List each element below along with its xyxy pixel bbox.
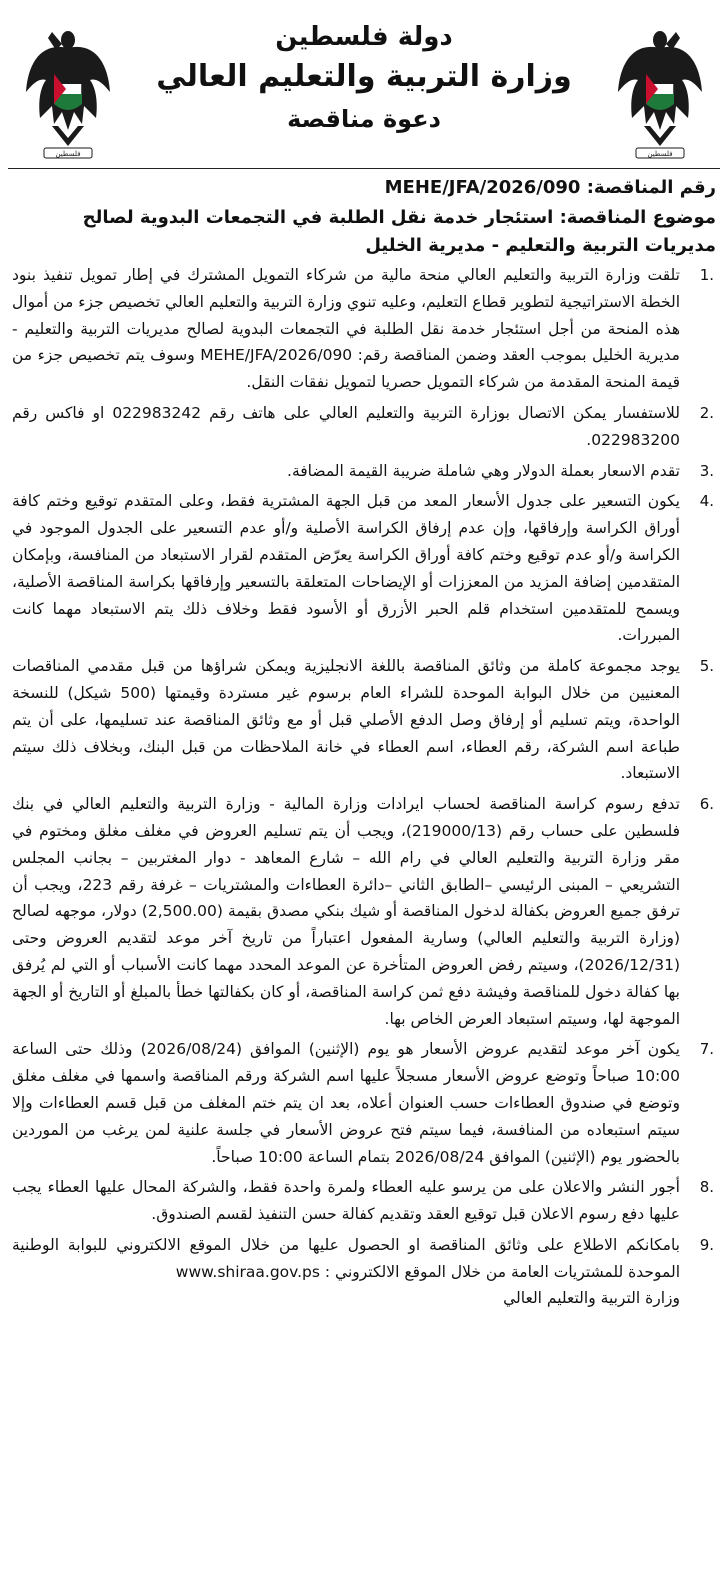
tender-subject: موضوع المناقصة: استئجار خدمة نقل الطلبة في التجمعات البدوية لصالح مديريات التربية والتعليم - مديرية الخليل <box>82 207 716 256</box>
emblem-caption: فلسطين <box>55 150 81 158</box>
notice-title: دعوة مناقصة <box>287 105 441 134</box>
list-item <box>12 458 714 485</box>
palestine-eagle-emblem-icon <box>22 22 114 162</box>
item-number: 5. <box>699 657 714 676</box>
item-number: 9. <box>699 1235 714 1254</box>
item-text: تدفع رسوم كراسة المناقصة لحساب ايرادات وزارة المالية - وزارة التربية والتعليم العالي في بنك فلسطين على حساب رقم (219000/13)، ويجب أن يتم تسليم العروض في مغلف مغلق ومختوم في مقر وزارة التربية والتعليم العالي في رام الله – شارع المعاهد - دوار المغتربين – بجانب المجلس التشريعي – المبنى الرئيسي –الطابق الثاني –دائرة العطاءات والمشتريات – غرفة رقم 223، ويجب أن ترفق جميع العروض بكفالة لدخول المناقصة أو شيك بنكي مصدق بقيمة (2,500.00) دولار، موجهه لصالح (وزارة التربية والتعليم العالي) وسارية المفعول اعتباراً من تاريخ آخر موعد لتقديم العروض وحتى (2026/12/31)، وسيتم رفض العروض المتأخرة عن الموعد المحدد مهما كانت الأسباب أو التي لم يُرفق بها كفالة دخول للمناقصة وفيشة دفع ثمن كراسة المناقصة، أو كان بكفالتها خطأ بالمبلغ أو التاريخ أو الجهة الموجهة لها، وسيتم استبعاد العرض الخاص بها. <box>12 795 680 1028</box>
ministry-name: وزارة التربية والتعليم العالي <box>156 59 572 95</box>
item-text: بامكانكم الاطلاع على وثائق المناقصة او الحصول عليها من خلال الموقع الالكتروني للبوابة الوطنية الموحدة للمشتريات العامة من خلال الموقع الالكتروني : www.shiraa.gov.ps <box>12 1235 680 1281</box>
item-number: 6. <box>699 795 714 814</box>
tender-meta <box>12 172 716 260</box>
item-text: يكون التسعير على جدول الأسعار المعد من قبل الجهة المشترية فقط، وعلى المتقدم توقيع وختم كافة أوراق الكراسة وإرفاقها، وإن عدم إرفاق الكراسة الأصلية و/أو عدم التسعير على الجدول الموجود في الكراسة و/أو عدم توقيع وختم كافة أوراق الكراسة يعرّض المتقدم لقرار الاستبعاد من المنافسة، وبإمكان المتقدمين إضافة المزيد من المعززات أو الإيضاحات المتعلقة بالتسعير وإرفاقها بكراسة المناقصة الأصلية، ويسمح للمتقدمين استخدام قلم الحبر الأزرق أو الأسود فقط وخلاف ذلك يتم الاستبعاد مهما كانت المبررات. <box>12 492 680 645</box>
tender-clauses <box>12 262 714 1315</box>
state-name: دولة فلسطين <box>275 22 453 52</box>
list-item <box>12 791 714 1032</box>
list-item <box>12 1036 714 1170</box>
item-text: يكون آخر موعد لتقديم عروض الأسعار هو يوم (الإثنين) الموافق (2026/08/24) وذلك حتى الساعة 10:00 صباحاً وتوضع عروض الأسعار مسجلاً عليها اسم الشركة ورقم المناقصة واسمها في مغلف مغلق وتوضع في صندوق العطاءات حسب العنوان أعلاه، بعد ان يتم ختم المغلف من قبل قسم العطاءات وإلا سيتم استبعاده من المنافسة، فيما سيتم فتح عروض الأسعار في جلسة علنية لمن يرغب من الموردين بالحضور يوم (الإثنين) الموافق 2026/08/24 بتمام الساعة 10:00 صباحاً. <box>12 1040 680 1166</box>
list-item <box>12 262 714 396</box>
item-number: 4. <box>699 492 714 511</box>
item-number: 7. <box>699 1040 714 1059</box>
item-number: 2. <box>699 403 714 422</box>
list-item <box>12 400 714 454</box>
item-number: 8. <box>699 1178 714 1197</box>
document-header <box>130 22 598 134</box>
item-text: تلقت وزارة التربية والتعليم العالي منحة مالية من شركاء التمويل المشترك في إطار تمويل تنفيذ بنود الخطة الاستراتيجية لتطوير قطاع التعليم، وعليه تنوي وزارة التربية والتعليم العالي تخصيص جزء من أموال هذه المنحة من أجل استئجار خدمة نقل الطلبة في التجمعات البدوية لصالح مديريات التربية والتعليم - مديرية الخليل بموجب العقد وضمن المناقصة رقم: MEHE/JFA/2026/090 وسوف يتم تخصيص جزء من قيمة المنحة المقدمة من شركاء التمويل حصريا لتمويل نفقات النقل. <box>12 266 680 392</box>
palestine-eagle-emblem-icon <box>614 22 706 162</box>
item-number: 3. <box>699 461 714 480</box>
list-item <box>12 488 714 649</box>
tender-number: رقم المناقصة: MEHE/JFA/2026/090 <box>384 177 716 198</box>
list-item <box>12 1174 714 1228</box>
item-number: 1. <box>699 266 714 284</box>
header-divider <box>8 168 720 169</box>
list-item <box>12 1232 714 1312</box>
item-text: للاستفسار يمكن الاتصال بوزارة التربية والتعليم العالي على هاتف رقم 022983242 او فاكس رقم 022983200. <box>12 403 680 449</box>
list-item <box>12 653 714 787</box>
item-text: تقدم الاسعار بعملة الدولار وهي شاملة ضريبة القيمة المضافة. <box>287 461 680 480</box>
item-text: أجور النشر والاعلان على من يرسو عليه العطاء ولمرة واحدة فقط، والشركة المحال عليها العطاء يجب عليها دفع رسوم الاعلان قبل توقيع العقد وتقديم كفالة حسن التنفيذ لقسم الصندوق. <box>12 1178 680 1224</box>
item-text: يوجد مجموعة كاملة من وثائق المناقصة باللغة الانجليزية ويمكن شراؤها من قبل مقدمي المناقصات المعنيين من خلال البوابة الموحدة للشراء العام برسوم غير مستردة وقيمتها (500 شيكل) للنسخة الواحدة، ويتم تسليم أو إرفاق وصل الدفع الأصلي قبل أو مع وثائق المناقصة عند تسليمها، على أن يتم طباعة اسم الشركة، رقم العطاء، اسم العطاء في خانة الملاحظات من قبل البنك، وبخلاف ذلك سيتم الاستبعاد. <box>12 657 680 783</box>
signature: وزارة التربية والتعليم العالي <box>503 1289 680 1308</box>
emblem-caption: فلسطين <box>647 150 673 158</box>
